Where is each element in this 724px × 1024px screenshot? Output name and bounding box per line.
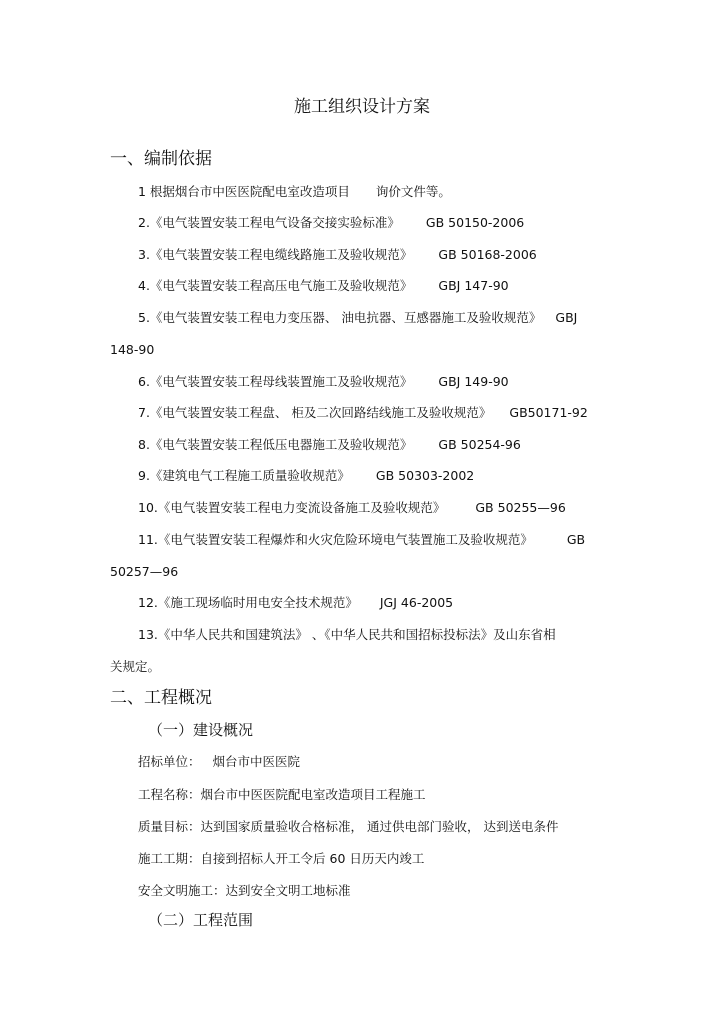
list-item: 9.《建筑电气工程施工质量验收规范》 GB 50303-2002 <box>138 468 475 483</box>
list-item: 2.《电气装置安装工程电气设备交接实验标准》 GB 50150-2006 <box>138 215 525 230</box>
list-item-continuation: 50257—96 <box>110 564 179 579</box>
list-item: 13.《中华人民共和国建筑法》 、《中华人民共和国招标投标法》及山东省相 <box>138 627 556 642</box>
list-item: 10.《电气装置安装工程电力变流设备施工及验收规范》 GB 50255—96 <box>138 500 566 515</box>
info-row-bidder: 招标单位： 烟台市中医医院 <box>138 754 301 769</box>
info-row-safety: 安全文明施工：达到安全文明工地标准 <box>138 883 351 898</box>
list-item: 1 根据烟台市中医医院配电室改造项目 询价文件等。 <box>138 184 451 199</box>
page-title: 施工组织设计方案 <box>294 97 430 117</box>
subsection-heading-construction: （一）建设概况 <box>148 721 254 739</box>
list-item: 8.《电气装置安装工程低压电器施工及验收规范》 GB 50254-96 <box>138 437 521 452</box>
list-item: 3.《电气装置安装工程电缆线路施工及验收规范》 GB 50168-2006 <box>138 247 537 262</box>
list-item: 5.《电气装置安装工程电力变压器、 油电抗器、互感器施工及验收规范》 GBJ <box>138 310 578 325</box>
info-row-quality-target: 质量目标：达到国家质量验收合格标准， 通过供电部门验收， 达到送电条件 <box>138 819 559 834</box>
list-item: 7.《电气装置安装工程盘、 柜及二次回路结线施工及验收规范》 GB50171-92 <box>138 405 588 420</box>
list-item: 11.《电气装置安装工程爆炸和火灾危险环境电气装置施工及验收规范》 GB <box>138 532 586 547</box>
section-heading-overview: 二、工程概况 <box>110 688 212 708</box>
list-item-continuation: 关规定。 <box>110 659 161 674</box>
info-row-construction-period: 施工工期：自接到招标人开工令后 60 日历天内竣工 <box>138 851 425 866</box>
list-item-continuation: 148-90 <box>110 342 155 357</box>
subsection-heading-scope: （二）工程范围 <box>148 911 254 929</box>
section-heading-basis: 一、编制依据 <box>110 149 212 169</box>
list-item: 12.《施工现场临时用电安全技术规范》 JGJ 46-2005 <box>138 595 454 610</box>
list-item: 4.《电气装置安装工程高压电气施工及验收规范》 GBJ 147-90 <box>138 278 509 293</box>
list-item: 6.《电气装置安装工程母线装置施工及验收规范》 GBJ 149-90 <box>138 374 509 389</box>
info-row-project-name: 工程名称：烟台市中医医院配电室改造项目工程施工 <box>138 787 426 802</box>
